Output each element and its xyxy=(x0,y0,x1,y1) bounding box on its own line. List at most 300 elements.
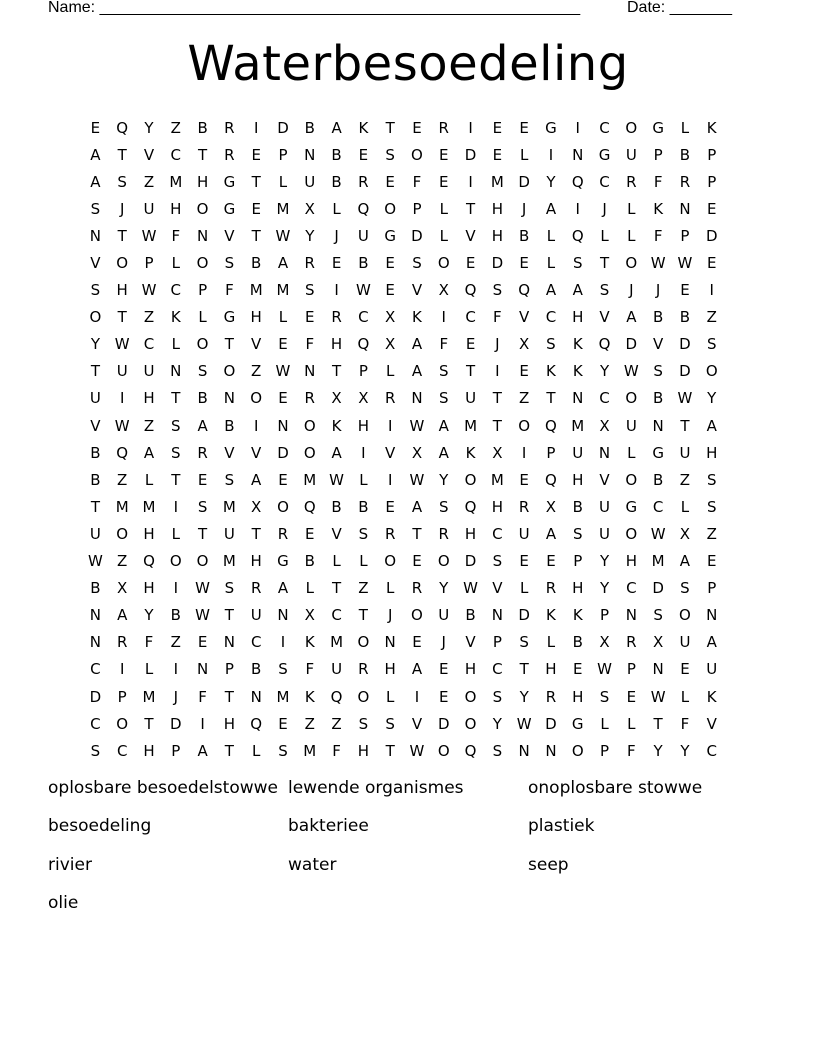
grid-letter[interactable]: H xyxy=(357,416,369,435)
grid-letter[interactable]: Y xyxy=(599,362,610,381)
grid-letter[interactable]: H xyxy=(464,524,477,543)
grid-letter[interactable]: S xyxy=(171,443,181,462)
grid-letter[interactable]: S xyxy=(492,552,503,571)
grid-letter[interactable]: P xyxy=(224,660,234,679)
grid-letter[interactable]: L xyxy=(627,199,636,218)
grid-letter[interactable]: P xyxy=(358,362,368,381)
grid-letter[interactable]: B xyxy=(358,497,369,516)
grid-letter[interactable]: L xyxy=(305,579,314,598)
grid-letter[interactable]: E xyxy=(197,633,208,652)
grid-letter[interactable]: O xyxy=(518,416,531,435)
grid-letter[interactable]: L xyxy=(385,579,395,598)
grid-letter[interactable]: W xyxy=(650,524,666,543)
grid-letter[interactable]: M xyxy=(115,497,129,516)
grid-letter[interactable]: S xyxy=(224,470,235,489)
grid-letter[interactable]: A xyxy=(90,145,101,164)
grid-letter[interactable]: J xyxy=(495,335,500,354)
grid-letter[interactable]: D xyxy=(518,172,530,191)
grid-letter[interactable]: B xyxy=(170,606,181,625)
grid-letter[interactable]: T xyxy=(224,606,234,625)
grid-letter[interactable]: B xyxy=(90,443,101,462)
grid-letter[interactable]: N xyxy=(491,606,503,625)
grid-letter[interactable]: U xyxy=(223,524,235,543)
grid-letter[interactable]: Z xyxy=(143,172,155,191)
grid-letter[interactable]: H xyxy=(491,199,503,218)
grid-letter[interactable]: V xyxy=(465,226,476,245)
grid-letter[interactable]: B xyxy=(90,470,101,489)
grid-letter[interactable]: H xyxy=(384,660,396,679)
grid-letter[interactable]: B xyxy=(90,579,101,598)
grid-letter[interactable]: S xyxy=(358,524,369,543)
grid-letter[interactable]: K xyxy=(304,633,315,652)
grid-letter[interactable]: W xyxy=(195,579,210,598)
grid-letter[interactable]: Z xyxy=(170,118,181,137)
grid-letter[interactable]: W xyxy=(114,335,130,354)
grid-letter[interactable]: M xyxy=(303,741,317,760)
grid-letter[interactable]: B xyxy=(519,226,530,245)
grid-letter[interactable]: U xyxy=(304,172,316,191)
grid-letter[interactable]: I xyxy=(575,118,580,137)
grid-letter[interactable]: P xyxy=(600,741,610,760)
grid-letter[interactable]: W xyxy=(114,416,130,435)
grid-letter[interactable]: P xyxy=(546,443,556,462)
grid-letter[interactable]: J xyxy=(173,687,178,706)
grid-letter[interactable]: G xyxy=(571,714,584,733)
grid-letter[interactable]: Y xyxy=(439,470,449,489)
grid-letter[interactable]: A xyxy=(411,335,423,354)
date-field[interactable]: Date: _______ xyxy=(627,0,732,16)
grid-letter[interactable]: E xyxy=(519,362,529,381)
grid-letter[interactable]: Q xyxy=(571,226,584,245)
grid-letter[interactable]: A xyxy=(706,416,717,435)
grid-letter[interactable]: L xyxy=(519,145,529,164)
grid-letter[interactable]: O xyxy=(625,254,638,273)
grid-letter[interactable]: Z xyxy=(358,579,369,598)
grid-letter[interactable]: G xyxy=(384,226,396,245)
grid-letter[interactable]: Q xyxy=(545,416,557,435)
grid-letter[interactable]: T xyxy=(492,389,502,408)
grid-letter[interactable]: N xyxy=(277,606,289,625)
grid-letter[interactable]: O xyxy=(169,552,182,571)
grid-letter[interactable]: L xyxy=(332,199,341,218)
grid-letter[interactable]: B xyxy=(251,660,262,679)
grid-letter[interactable]: R xyxy=(358,172,369,191)
grid-letter[interactable]: U xyxy=(143,199,155,218)
grid-letter[interactable]: Q xyxy=(518,281,531,300)
grid-letter[interactable]: Q xyxy=(464,741,477,760)
grid-letter[interactable]: Q xyxy=(357,335,370,354)
grid-letter[interactable]: Z xyxy=(117,470,128,489)
grid-letter[interactable]: T xyxy=(117,308,127,327)
grid-letter[interactable]: X xyxy=(251,497,262,516)
grid-letter[interactable]: L xyxy=(627,226,636,245)
grid-letter[interactable]: O xyxy=(196,254,209,273)
grid-letter[interactable]: L xyxy=(680,497,690,516)
grid-letter[interactable]: G xyxy=(625,497,638,516)
grid-letter[interactable]: I xyxy=(173,579,178,598)
grid-letter[interactable]: S xyxy=(492,281,503,300)
grid-letter[interactable]: S xyxy=(546,335,556,354)
grid-letter[interactable]: T xyxy=(358,606,368,625)
grid-letter[interactable]: E xyxy=(519,552,529,571)
grid-letter[interactable]: O xyxy=(223,362,236,381)
grid-letter[interactable]: A xyxy=(277,254,289,273)
grid-letter[interactable]: O xyxy=(464,714,477,733)
grid-letter[interactable]: B xyxy=(331,145,342,164)
grid-letter[interactable]: K xyxy=(304,687,315,706)
grid-letter[interactable]: H xyxy=(170,199,182,218)
grid-letter[interactable]: K xyxy=(412,308,422,327)
grid-letter[interactable]: D xyxy=(437,714,450,733)
grid-letter[interactable]: H xyxy=(464,660,477,679)
grid-letter[interactable]: B xyxy=(652,389,664,408)
grid-letter[interactable]: D xyxy=(652,579,664,598)
grid-letter[interactable]: V xyxy=(90,416,101,435)
grid-letter[interactable]: S xyxy=(197,497,208,516)
grid-letter[interactable]: R xyxy=(116,633,128,652)
grid-letter[interactable]: I xyxy=(468,118,473,137)
grid-letter[interactable]: E xyxy=(626,687,637,706)
grid-letter[interactable]: R xyxy=(384,524,396,543)
grid-letter[interactable]: K xyxy=(653,199,664,218)
grid-letter[interactable]: Y xyxy=(599,552,610,571)
grid-letter[interactable]: V xyxy=(653,335,664,354)
grid-letter[interactable]: F xyxy=(653,226,663,245)
grid-letter[interactable]: N xyxy=(223,633,235,652)
grid-letter[interactable]: H xyxy=(706,443,718,462)
grid-letter[interactable]: R xyxy=(545,579,557,598)
grid-letter[interactable]: D xyxy=(679,335,691,354)
grid-letter[interactable]: O xyxy=(196,335,209,354)
grid-letter[interactable]: R xyxy=(224,118,235,137)
grid-letter[interactable]: S xyxy=(385,145,395,164)
grid-letter[interactable]: H xyxy=(491,226,503,245)
grid-letter[interactable]: S xyxy=(680,579,690,598)
grid-letter[interactable]: E xyxy=(519,118,529,137)
grid-letter[interactable]: S xyxy=(278,660,288,679)
grid-letter[interactable]: V xyxy=(411,281,423,300)
grid-letter[interactable]: E xyxy=(385,281,395,300)
grid-letter[interactable]: L xyxy=(278,308,288,327)
grid-letter[interactable]: E xyxy=(251,199,261,218)
grid-letter[interactable]: B xyxy=(358,254,369,273)
grid-letter[interactable]: S xyxy=(224,254,235,273)
grid-letter[interactable]: N xyxy=(89,606,102,625)
grid-letter[interactable]: T xyxy=(198,524,208,543)
grid-letter[interactable]: P xyxy=(707,172,717,191)
grid-letter[interactable]: K xyxy=(358,118,369,137)
grid-letter[interactable]: H xyxy=(116,281,128,300)
grid-letter[interactable]: R xyxy=(545,687,557,706)
grid-letter[interactable]: A xyxy=(545,281,557,300)
grid-letter[interactable]: I xyxy=(253,118,259,137)
grid-letter[interactable]: I xyxy=(709,281,714,300)
grid-letter[interactable]: T xyxy=(144,714,154,733)
grid-letter[interactable]: L xyxy=(171,524,180,543)
grid-letter[interactable]: V xyxy=(385,443,396,462)
grid-letter[interactable]: T xyxy=(546,389,556,408)
grid-letter[interactable]: V xyxy=(224,226,235,245)
grid-letter[interactable]: Y xyxy=(144,118,154,137)
grid-letter[interactable]: I xyxy=(200,714,205,733)
grid-letter[interactable]: N xyxy=(572,389,584,408)
grid-letter[interactable]: I xyxy=(468,172,473,191)
grid-letter[interactable]: Q xyxy=(330,687,343,706)
grid-letter[interactable]: A xyxy=(143,443,155,462)
grid-letter[interactable]: E xyxy=(278,714,288,733)
grid-letter[interactable]: I xyxy=(387,470,393,489)
grid-letter[interactable]: Q xyxy=(545,470,557,489)
grid-letter[interactable]: B xyxy=(572,497,583,516)
grid-letter[interactable]: N xyxy=(250,687,262,706)
grid-letter[interactable]: O xyxy=(437,552,450,571)
grid-letter[interactable]: C xyxy=(706,741,717,760)
grid-letter[interactable]: O xyxy=(464,687,477,706)
grid-letter[interactable]: R xyxy=(304,389,315,408)
grid-letter[interactable]: A xyxy=(331,118,342,137)
grid-letter[interactable]: S xyxy=(572,254,583,273)
grid-letter[interactable]: F xyxy=(332,741,341,760)
grid-letter[interactable]: C xyxy=(465,308,476,327)
grid-letter[interactable]: F xyxy=(198,687,207,706)
grid-letter[interactable]: L xyxy=(198,308,207,327)
grid-letter[interactable]: Y xyxy=(599,579,610,598)
grid-letter[interactable]: H xyxy=(250,308,262,327)
grid-letter[interactable]: M xyxy=(142,687,156,706)
grid-letter[interactable]: K xyxy=(572,362,583,381)
grid-letter[interactable]: X xyxy=(599,416,610,435)
grid-letter[interactable]: E xyxy=(706,552,717,571)
grid-letter[interactable]: Y xyxy=(439,579,449,598)
grid-letter[interactable]: L xyxy=(439,226,448,245)
grid-letter[interactable]: H xyxy=(572,687,584,706)
grid-letter[interactable]: E xyxy=(573,660,583,679)
grid-letter[interactable]: S xyxy=(90,281,101,300)
grid-letter[interactable]: X xyxy=(599,633,610,652)
grid-letter[interactable]: Q xyxy=(143,552,155,571)
grid-letter[interactable]: S xyxy=(90,199,101,218)
grid-letter[interactable]: Q xyxy=(250,714,263,733)
grid-letter[interactable]: O xyxy=(411,606,423,625)
grid-letter[interactable]: O xyxy=(437,741,450,760)
grid-letter[interactable]: M xyxy=(276,281,290,300)
grid-letter[interactable]: M xyxy=(276,687,290,706)
grid-letter[interactable]: R xyxy=(197,443,208,462)
grid-letter[interactable]: K xyxy=(465,443,476,462)
grid-letter[interactable]: F xyxy=(627,741,636,760)
grid-letter[interactable]: O xyxy=(303,443,316,462)
grid-letter[interactable]: S xyxy=(438,389,449,408)
grid-letter[interactable]: A xyxy=(626,308,637,327)
grid-letter[interactable]: X xyxy=(117,579,128,598)
grid-letter[interactable]: G xyxy=(598,145,611,164)
grid-letter[interactable]: L xyxy=(627,443,636,462)
grid-letter[interactable]: C xyxy=(170,145,182,164)
grid-letter[interactable]: C xyxy=(599,118,610,137)
grid-letter[interactable]: Y xyxy=(680,741,690,760)
grid-letter[interactable]: W xyxy=(650,254,666,273)
grid-letter[interactable]: R xyxy=(438,524,449,543)
grid-letter[interactable]: Z xyxy=(331,714,342,733)
grid-letter[interactable]: O xyxy=(625,524,638,543)
grid-letter[interactable]: I xyxy=(387,416,393,435)
grid-letter[interactable]: E xyxy=(197,470,208,489)
grid-letter[interactable]: O xyxy=(196,199,209,218)
grid-letter[interactable]: E xyxy=(706,199,717,218)
grid-letter[interactable]: M xyxy=(464,416,478,435)
grid-letter[interactable]: Z xyxy=(706,524,717,543)
grid-letter[interactable]: N xyxy=(223,389,235,408)
grid-letter[interactable]: I xyxy=(361,443,366,462)
grid-letter[interactable]: S xyxy=(438,362,449,381)
grid-letter[interactable]: R xyxy=(304,254,315,273)
grid-letter[interactable]: M xyxy=(249,281,263,300)
grid-letter[interactable]: H xyxy=(572,579,584,598)
grid-letter[interactable]: C xyxy=(116,741,128,760)
grid-letter[interactable]: P xyxy=(492,633,502,652)
grid-letter[interactable]: Z xyxy=(304,714,315,733)
grid-letter[interactable]: V xyxy=(251,443,262,462)
grid-letter[interactable]: E xyxy=(385,172,395,191)
grid-letter[interactable]: M xyxy=(490,470,504,489)
grid-letter[interactable]: U xyxy=(572,443,584,462)
grid-letter[interactable]: I xyxy=(119,660,125,679)
grid-letter[interactable]: T xyxy=(90,362,100,381)
grid-letter[interactable]: E xyxy=(251,145,261,164)
grid-letter[interactable]: Y xyxy=(492,714,502,733)
grid-letter[interactable]: N xyxy=(304,145,316,164)
grid-letter[interactable]: O xyxy=(196,552,209,571)
grid-letter[interactable]: A xyxy=(90,172,101,191)
grid-letter[interactable]: H xyxy=(572,308,584,327)
grid-letter[interactable]: H xyxy=(143,524,155,543)
grid-letter[interactable]: T xyxy=(465,199,476,218)
grid-letter[interactable]: S xyxy=(599,281,610,300)
grid-letter[interactable]: Y xyxy=(546,172,556,191)
grid-letter[interactable]: E xyxy=(412,118,422,137)
grid-letter[interactable]: Y xyxy=(90,335,100,354)
grid-letter[interactable]: J xyxy=(441,633,446,652)
grid-letter[interactable]: T xyxy=(385,741,395,760)
grid-letter[interactable]: E xyxy=(519,470,529,489)
grid-letter[interactable]: D xyxy=(491,254,504,273)
grid-letter[interactable]: H xyxy=(250,552,262,571)
grid-letter[interactable]: J xyxy=(387,606,393,625)
grid-letter[interactable]: W xyxy=(275,226,291,245)
grid-letter[interactable]: X xyxy=(492,443,503,462)
grid-letter[interactable]: E xyxy=(278,470,288,489)
grid-letter[interactable]: W xyxy=(409,470,425,489)
grid-letter[interactable]: N xyxy=(518,741,530,760)
grid-letter[interactable]: Z xyxy=(679,470,691,489)
grid-letter[interactable]: K xyxy=(706,118,717,137)
grid-letter[interactable]: U xyxy=(679,443,691,462)
grid-letter[interactable]: A xyxy=(331,443,342,462)
grid-letter[interactable]: N xyxy=(384,633,396,652)
grid-letter[interactable]: L xyxy=(144,660,154,679)
grid-letter[interactable]: Z xyxy=(143,308,155,327)
grid-letter[interactable]: Q xyxy=(571,172,584,191)
grid-letter[interactable]: W xyxy=(141,281,157,300)
grid-letter[interactable]: C xyxy=(331,606,342,625)
grid-letter[interactable]: S xyxy=(90,741,101,760)
grid-letter[interactable]: X xyxy=(304,199,315,218)
grid-letter[interactable]: D xyxy=(170,714,182,733)
grid-letter[interactable]: P xyxy=(680,226,690,245)
grid-letter[interactable]: V xyxy=(251,335,262,354)
grid-letter[interactable]: O xyxy=(384,552,397,571)
grid-letter[interactable]: L xyxy=(385,687,395,706)
grid-letter[interactable]: D xyxy=(277,443,289,462)
grid-letter[interactable]: B xyxy=(679,145,691,164)
grid-letter[interactable]: I xyxy=(414,687,420,706)
grid-letter[interactable]: F xyxy=(144,633,154,652)
grid-letter[interactable]: U xyxy=(143,362,155,381)
grid-letter[interactable]: I xyxy=(173,660,178,679)
grid-letter[interactable]: O xyxy=(357,633,370,652)
grid-letter[interactable]: J xyxy=(119,199,125,218)
grid-letter[interactable]: S xyxy=(706,497,717,516)
grid-letter[interactable]: B xyxy=(572,633,583,652)
grid-letter[interactable]: K xyxy=(546,606,556,625)
grid-letter[interactable]: W xyxy=(623,362,639,381)
grid-letter[interactable]: Q xyxy=(116,118,129,137)
grid-letter[interactable]: P xyxy=(707,579,717,598)
grid-letter[interactable]: E xyxy=(385,497,395,516)
grid-letter[interactable]: S xyxy=(412,254,422,273)
grid-letter[interactable]: E xyxy=(439,145,449,164)
grid-letter[interactable]: D xyxy=(679,362,691,381)
grid-letter[interactable]: W xyxy=(409,416,425,435)
grid-letter[interactable]: M xyxy=(222,497,236,516)
grid-letter[interactable]: X xyxy=(385,335,396,354)
grid-letter[interactable]: N xyxy=(572,145,584,164)
grid-letter[interactable]: U xyxy=(331,660,343,679)
grid-letter[interactable]: T xyxy=(224,687,234,706)
grid-letter[interactable]: W xyxy=(677,389,693,408)
grid-letter[interactable]: A xyxy=(545,524,557,543)
grid-letter[interactable]: N xyxy=(652,416,664,435)
grid-letter[interactable]: G xyxy=(652,443,664,462)
grid-letter[interactable]: O xyxy=(625,118,638,137)
grid-letter[interactable]: K xyxy=(170,308,181,327)
grid-letter[interactable]: W xyxy=(463,579,478,598)
grid-letter[interactable]: R xyxy=(224,145,235,164)
grid-letter[interactable]: M xyxy=(490,172,504,191)
grid-letter[interactable]: P xyxy=(144,254,154,273)
grid-letter[interactable]: I xyxy=(548,145,554,164)
grid-letter[interactable]: K xyxy=(546,362,556,381)
grid-letter[interactable]: Y xyxy=(519,687,529,706)
grid-letter[interactable]: W xyxy=(597,660,612,679)
grid-letter[interactable]: S xyxy=(278,741,288,760)
grid-letter[interactable]: O xyxy=(464,470,477,489)
grid-letter[interactable]: N xyxy=(598,443,611,462)
grid-letter[interactable]: O xyxy=(437,254,450,273)
grid-letter[interactable]: T xyxy=(519,660,529,679)
grid-letter[interactable]: T xyxy=(251,172,261,191)
grid-letter[interactable]: L xyxy=(546,633,556,652)
grid-letter[interactable]: D xyxy=(277,118,289,137)
grid-letter[interactable]: H xyxy=(572,470,584,489)
grid-letter[interactable]: A xyxy=(679,552,691,571)
grid-letter[interactable]: L xyxy=(600,226,609,245)
grid-letter[interactable]: C xyxy=(545,308,557,327)
grid-letter[interactable]: T xyxy=(171,470,181,489)
grid-letter[interactable]: I xyxy=(334,281,339,300)
grid-letter[interactable]: T xyxy=(224,741,234,760)
grid-letter[interactable]: V xyxy=(224,443,235,462)
